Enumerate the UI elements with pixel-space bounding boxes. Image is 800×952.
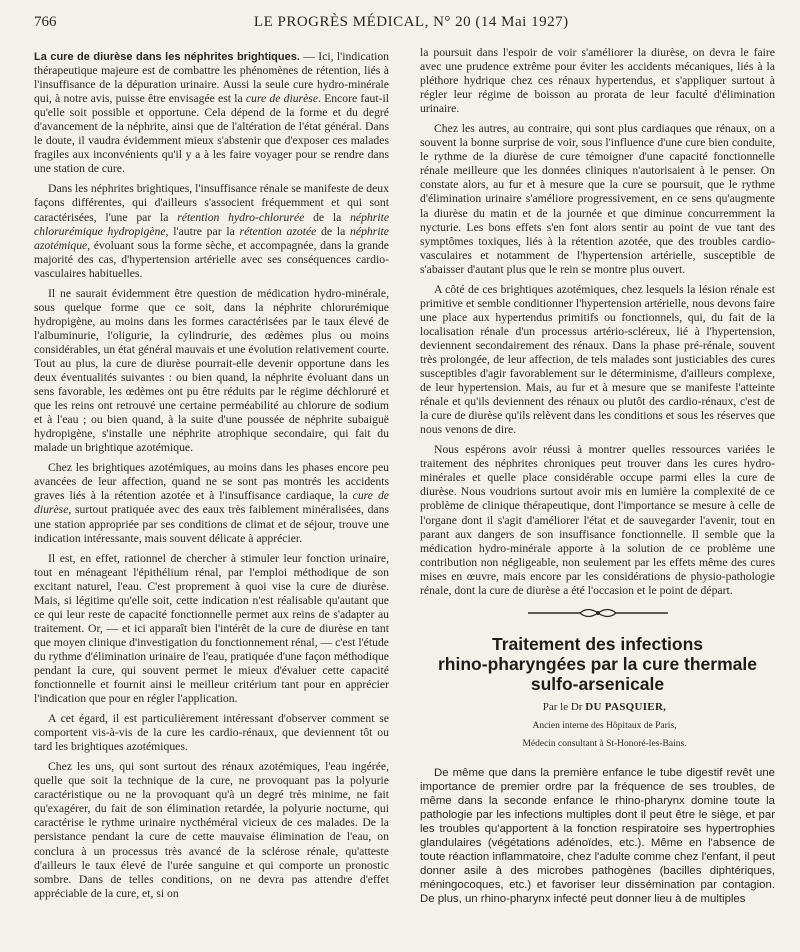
paragraph-renaux-azotemiques: Chez les uns, qui sont surtout des rénaux azotémiques, l'eau ingérée, quelle que soit la technique de la cure, ne provoquant pas la polyurie caractéristique ou ne la provoquant qu'à un degré très minime, ne fait qu'exagérer, du fait de son élimination retardée, la polyurie nocturne, qui caractérise le rythme urinaire nycthéméral vicieux de ces malades. De la persistance pendant la cure de cette mauvaise élimination de l'eau, on conclura à un processus très avancé de la sclérose rénale, qu'atteste d'ailleurs le taux élevé de l'urée sanguine et qui comporte un pronostic sombre. Dans de telles conditions, on ne devra pas attendre d'effet appréciable de la cure, et, si on	[34, 760, 389, 900]
right-column	[420, 46, 775, 906]
paragraph-conclusion: Nous espérons avoir réussi à montrer quelles ressources variées le traitement des néphrites chroniques peut trouver dans les cures hydro-minérales et quelle place considérable occupe parmi elles la cure de diurèse. Nous voudrions surtout avoir mis en lumière la complexité de ce problème de clinique thérapeutique, dont l'importance se mesure à celle de l'organe dont il s'agit d'améliorer l'état et de sauvegarder l'avenir, tout en parant aux dangers de son insuffisance fonctionnelle. Il semble que la médication hydro-minérale apporte à la solution de ce problème une contribution non négligeable, non seulement par les effets même des cures mises en œuvre, mais encore par les considérations de physio-pathologie rénale, dont la cure de diurèse a été l'occasion et le point de départ.	[420, 443, 775, 597]
article-paragraph-1: De même que dans la première enfance le tube digestif revêt une importance de premier ordre par la fréquence de ses troubles, de même dans la seconde enfance le rhino-pharynx domine toute la pathologie par les infections multiples dont il peut être le siège, et par les troubles qu'apportent à la fonction respiratoire ses hypertrophies glandulaires (végétations adénoïdes, etc.). Même en l'absence de toute réaction inflammatoire, chez l'adulte comme chez l'enfant, il peut donner asile à des microbes pathogènes (bacilles diphtériques, méningocoques, etc.) et favoriser leur dissémination par contagion. De plus, un rhino-pharynx infecté peut donner lieu à de multiples	[420, 766, 775, 906]
paragraph-fonction-urinaire: Il est, en effet, rationnel de chercher à stimuler leur fonction urinaire, tout en ménageant l'épithélium rénal, par l'emploi méthodique de son excitant naturel, l'eau. C'est proprement à quoi vise la cure de diurèse. Mais, si légitime qu'elle soit, cette indication n'est réalisable qu'autant que ce qui leur reste de capacité fonctionnelle permet aux reins de s'adapter au traitement. Or, — et ici apparaît bien l'intérêt de la cure de diurèse en tant que moyen clinique d'investigation du fonctionnement rénal, — c'est l'étude du rythme d'élimination urinaire de l'eau, pratiquée d'une façon méthodique pendant la cure, qui souvent permet le mieux d'évaluer cette capacité fonctionnelle et fournit ainsi le meilleur critérium tant pour en apprécier l'indication que pour en régler l'application.	[34, 551, 389, 706]
paragraph-plus-cardiaques: Chez les autres, au contraire, qui sont plus cardiaques que rénaux, on a souvent la bonne surprise de voir, sous l'influence d'une cure bien conduite, le rythme de la diurèse de cure témoigner d'une capacité fonctionnelle rénale meilleure que les données cliniques n'autorisaient à le penser. On constate alors, au fur et à mesure que la cure se poursuit, que le rythme d'élimination urinaire s'améliore progressivement, en ce sens qu'augmente la diurèse du matin et de la journée et que diminue concurremment la nycturie. Les bons effets s'en font alors sentir au point de vue tant des symptômes toxiques, liés à la rétention azotée, que des troubles cardio-vasculaires et notamment de l'hypertension artérielle, susceptible de s'abaisser d'autant plus que le rein se montre plus ouvert.	[420, 122, 775, 276]
article-body	[420, 766, 775, 906]
article-byline: Par le Dr DU PASQUIER,	[542, 700, 667, 713]
paragraph-cardio-renaux: A cet égard, il est particulièrement intéressant d'observer comment se comportent vis-à-vis de la cure les cardio-rénaux, que deviennent tôt ou tard les brightiques azotémiques.	[34, 712, 389, 754]
author-affiliation-1: Ancien interne des Hôpitaux de Paris,	[532, 720, 677, 731]
page-number: 766	[34, 14, 57, 30]
ornament-divider	[420, 604, 775, 622]
author-affiliation-2: Médecin consultant à St-Honoré-les-Bains.	[522, 738, 687, 749]
paragraph-brightiques-azotemiques: Chez les brightiques azotémiques, au moins dans les phases encore peu avancées de leur affection, quand ne se sont pas montrés les accidents graves liés à la rétention azotée et à l'insuffisance cardiaque, la cure de diurèse, surtout pratiquée avec des eaux très faiblement minéralisées, dans une station appropriée par ses conditions de climat et de séjour, trouve une indication intéressante, mais souvent délicate à apprécier.	[34, 461, 389, 545]
section-lead: La cure de diurèse dans les néphrites brightiques.	[34, 51, 300, 63]
paragraph-hypertendus: A côté de ces brightiques azotémiques, chez lesquels la lésion rénale est primitive et semble conditionner l'hypertension artérielle, nous devons faire une place aux hypertendus primitifs ou fonctionnels, qui, du fait de la localisation rénale d'un processus artério-scléreux, lié à l'hypertension, deviennent secondairement des rénaux. Dans la phase pré-rénale, souvent très prolongée, de leur affection, de tels malades sont justiciables des cures susceptibles d'agir favorablement sur le déterminisme, d'ailleurs complexe, de leur hypertension. Mais, au fur et à mesure que se manifeste l'atteinte rénale et qu'ils deviennent des rénaux ou plutôt des cardio-rénaux, c'est de la cure de diurèse qu'ils relèvent dans les conditions et sous les réserves que nous venons de dire.	[420, 282, 775, 437]
running-title: LE PROGRÈS MÉDICAL, N° 20 (14 Mai 1927)	[253, 14, 569, 30]
article-title: Traitement des infections rhino-pharyngées par la cure thermale sulfo-arsenicale	[438, 633, 757, 694]
paragraph-continuation: la poursuit dans l'espoir de voir s'améliorer la diurèse, on devra le faire avec une prudence extrême pour éviter les accidents mécaniques, liés à la pléthore hydrique chez ces rénaux hypertendus, et s'appliquer surtout à régler leur régime de boisson au prorata de leur faculté d'élimination urinaire.	[420, 46, 775, 116]
left-column	[34, 50, 389, 907]
paragraph-cure-diurese-intro: La cure de diurèse dans les néphrites brightiques. — Ici, l'indication thérapeutique majeure est de combattre les phénomènes de rétention, liés à l'insuffisance de la dépuration urinaire. Aussi la seule cure hydro-minérale qui, à notre avis, puisse être envisagée est la cure de diurèse. Encore faut-il qu'elle soit possible et opportune. Cela dépend de la forme et du degré d'avancement de la néphrite, ainsi que de l'altération de l'état général. Dans le doute, il vaudra évidemment mieux s'abstenir que d'exposer ces malades fragiles aux inconvénients qu'il y a à les faire voyager pour se rendre dans une station de cure.	[34, 50, 390, 176]
paragraph-medication-hydrominerale: Il ne saurait évidemment être question de médication hydro-minérale, sous quelque forme que ce soit, dans la néphrite chlorurémique hydropigène, au moins dans les formes caractérisées par le taux élevé de l'albuminurie, l'oligurie, la cylindrurie, des œdèmes plus ou moins considérables, un état général mauvais et une évolution relativement courte. Tout au plus, la cure de diurèse pourrait-elle devenir opportune dans les deux éventualités suivantes : ou bien quand, la néphrite évoluant dans un sens favorable, les œdèmes ont pu être réduits par le régime déchloruré et que les reins ont retrouvé une certaine perméabilité au chlorure de sodium et à l'eau ; ou bien quand, à la suite d'une poussée de néphrite subaiguë hydropigène, s'installe une néphrite atrophique secondaire, qui fait du malade un brightique azotémique.	[34, 286, 389, 455]
ornament-rule	[528, 605, 668, 621]
paragraph-insuffisance-renale: Dans les néphrites brightiques, l'insuffisance rénale se manifeste de deux façons différentes, qui d'ailleurs s'associent fréquemment et qui sont caractérisées, l'une par la rétention hydro-chlorurée de la néphrite chlorurémique hydropigène, l'autre par la rétention azotée de la néphrite azotémique, évoluant sous la forme sèche, et accompagnée, dans la grande majorité des cas, d'hypertension artérielle avec ses conséquences cardio-vasculaires habituelles.	[34, 182, 390, 280]
page-header	[34, 14, 766, 38]
author-name: DU PASQUIER,	[585, 700, 667, 713]
